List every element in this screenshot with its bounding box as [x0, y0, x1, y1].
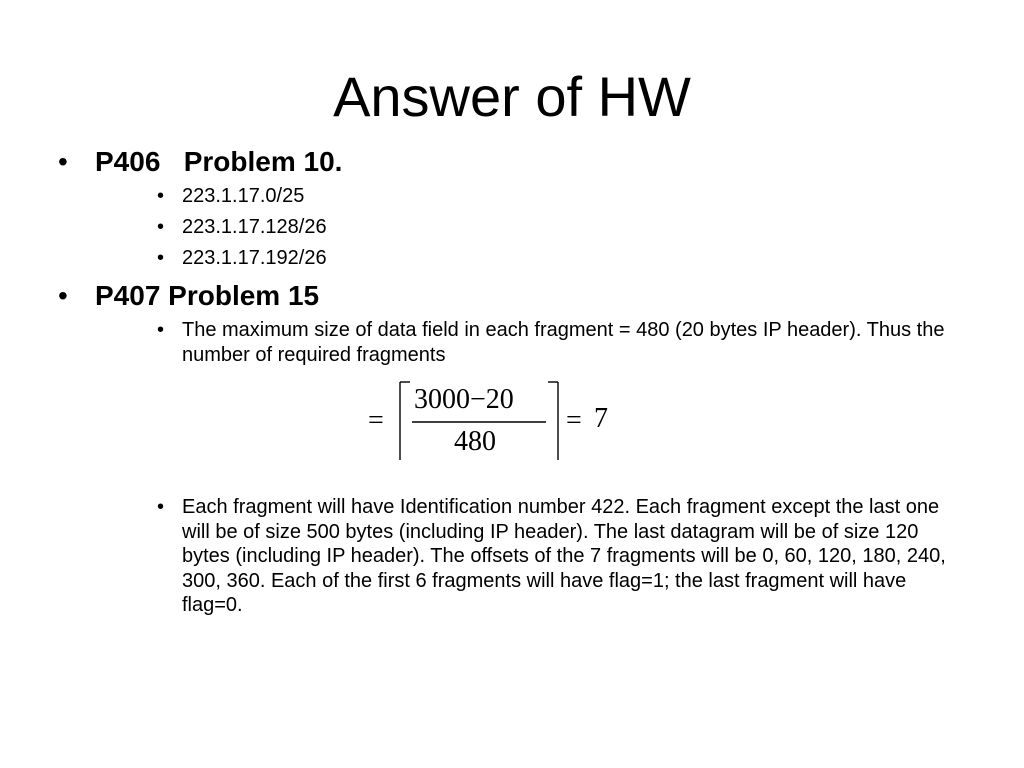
formula-numerator: 3000−20 — [414, 384, 514, 415]
bullet-icon: • — [157, 496, 165, 518]
bullet-icon: • — [157, 185, 165, 207]
list-item-text: Each fragment will have Identification number 422. Each fragment except the last one will be of size 500 bytes (including IP header). The last datagram will be of size 120 bytes (including IP header). The offsets of the 7 fragments will be 0, 60, 120, 180, 240, 300, 360. Each of the first 6 fragments will have flag=1; the last fragment will have flag=0. — [182, 496, 946, 616]
section-heading-text: P406 Problem 10. — [95, 146, 343, 177]
list-item-text: 223.1.17.192/26 — [182, 247, 327, 269]
bullet-icon: • — [157, 247, 165, 269]
formula-equals-right: = — [566, 405, 582, 436]
section-heading-text: P407 Problem 15 — [95, 280, 320, 311]
formula-denominator: 480 — [454, 426, 496, 457]
list-item-text: 223.1.17.128/26 — [182, 216, 327, 238]
formula-result: 7 — [594, 403, 608, 434]
bullet-icon: • — [157, 319, 165, 341]
bullet-icon: • — [157, 216, 165, 238]
slide-title: Answer of HW — [333, 65, 691, 128]
list-item-text: 223.1.17.0/25 — [182, 185, 305, 207]
bullet-icon: • — [58, 280, 68, 311]
fragment-count-formula — [368, 380, 628, 464]
formula-equals-left: = — [368, 405, 384, 436]
list-item-text: The maximum size of data field in each fragment = 480 (20 bytes IP header). Thus the number of required fragments — [182, 319, 945, 366]
bullet-icon: • — [58, 146, 68, 177]
